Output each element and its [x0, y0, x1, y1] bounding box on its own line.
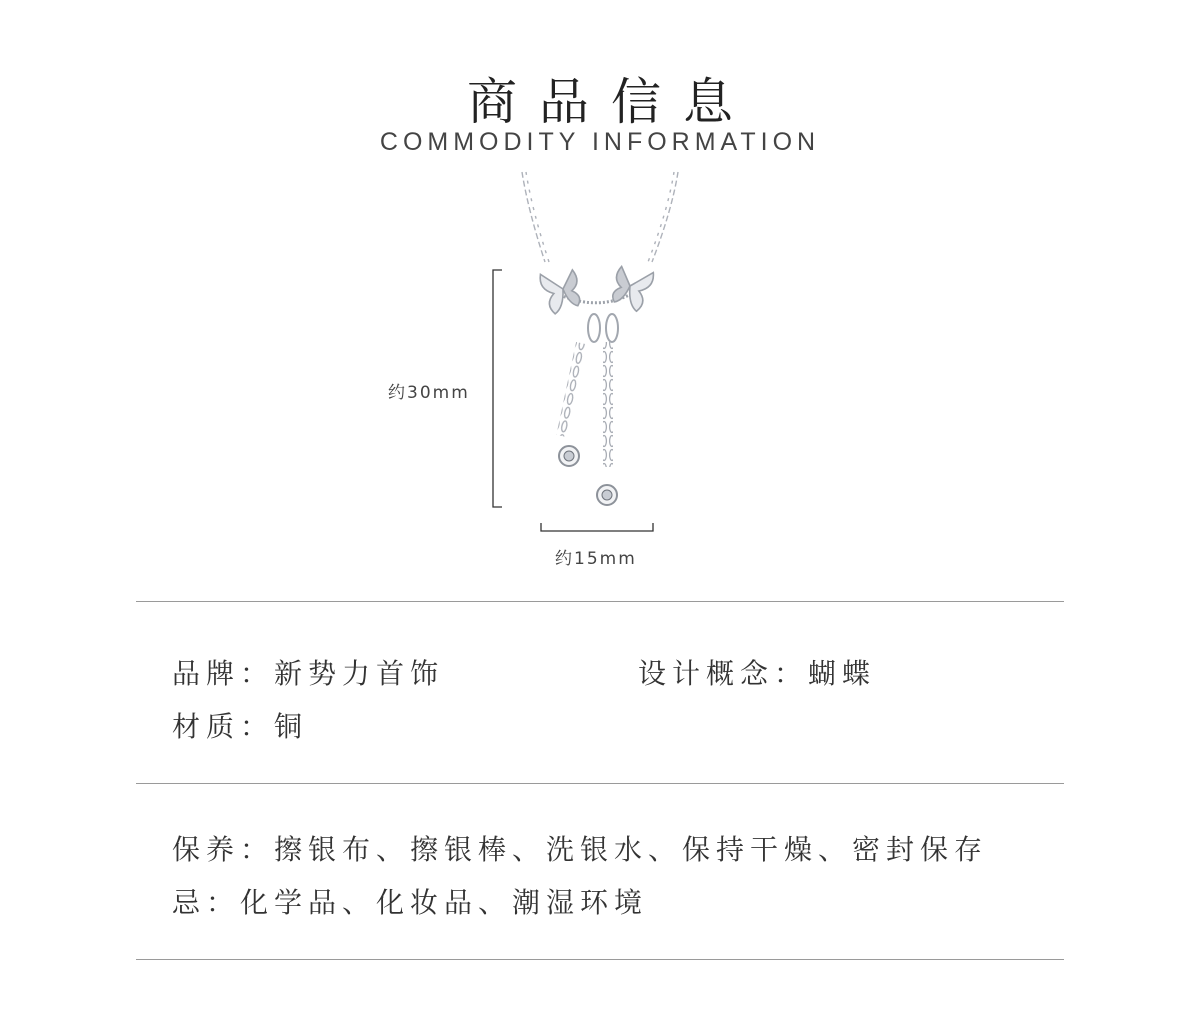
- page-title-cn: 商品信息: [467, 73, 755, 131]
- crystal-drop-left-icon: [559, 446, 579, 466]
- spec-brand: 品牌：新势力首饰: [172, 657, 445, 690]
- necklace-chain-left: [522, 172, 549, 262]
- height-label: 约30mm: [388, 383, 470, 403]
- width-label: 约15mm: [555, 549, 637, 569]
- divider-top: [136, 601, 1064, 602]
- width-dimension-bracket: [541, 523, 653, 531]
- butterfly-right-icon: [608, 262, 655, 313]
- care-maintenance: 保养：擦银布、擦银棒、洗银水、保持干燥、密封保存: [172, 833, 989, 866]
- spec-material: 材质：铜: [172, 710, 309, 743]
- tassel-left: [556, 342, 586, 437]
- divider-bottom: [136, 959, 1064, 960]
- necklace-chain-right: [648, 172, 678, 262]
- care-avoid: 忌：化学品、化妆品、潮湿环境: [172, 886, 649, 919]
- divider-middle: [136, 783, 1064, 784]
- page-title-en: COMMODITY INFORMATION: [379, 128, 821, 156]
- height-dimension-bracket: [493, 270, 502, 507]
- spec-design-concept: 设计概念：蝴蝶: [638, 657, 877, 690]
- tassel-right: [603, 342, 613, 467]
- crystal-drop-right-icon: [597, 485, 617, 505]
- butterfly-left-icon: [539, 266, 584, 316]
